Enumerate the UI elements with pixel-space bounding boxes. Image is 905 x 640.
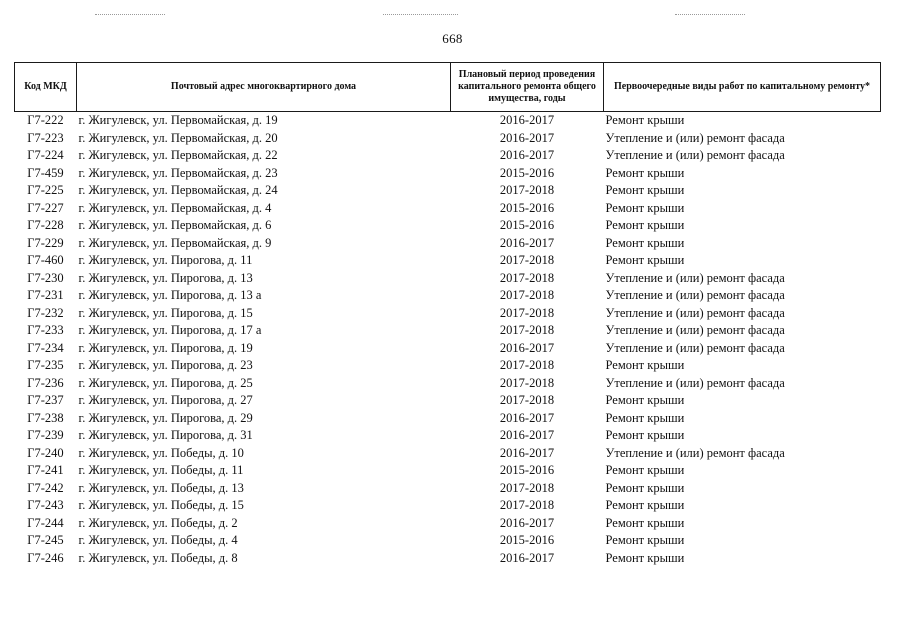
cell-works: Ремонт крыши (605, 183, 685, 197)
table-row (15, 427, 881, 445)
table-row (15, 130, 881, 148)
cell-code: Г7-222 (27, 113, 64, 127)
cell-address: г. Жигулевск, ул. Пирогова, д. 13 (78, 270, 253, 285)
table-row (15, 445, 881, 463)
cell-code: Г7-459 (27, 165, 64, 180)
cell-address: г. Жигулевск, ул. Пирогова, д. 27 (78, 393, 253, 407)
cell-works: Ремонт крыши (605, 463, 685, 477)
cell-address: г. Жигулевск, ул. Пирогова, д. 13 а (78, 288, 262, 302)
cell-code: Г7-244 (27, 515, 64, 530)
repair-schedule-table (14, 62, 881, 567)
table-body (15, 112, 881, 568)
cell-code: Г7-227 (27, 200, 64, 215)
cell-period: 2017-2018 (499, 358, 555, 372)
cell-code: Г7-224 (27, 148, 64, 162)
cell-code: Г7-232 (27, 305, 64, 320)
cell-address: г. Жигулевск, ул. Победы, д. 11 (78, 463, 244, 477)
cell-period: 2015-2016 (499, 200, 555, 215)
cell-address: г. Жигулевск, ул. Победы, д. 8 (78, 550, 238, 565)
cell-address: г. Жигулевск, ул. Победы, д. 2 (78, 515, 238, 530)
table-row (15, 287, 881, 305)
table-row (15, 497, 881, 515)
cell-code: Г7-245 (27, 533, 64, 547)
cell-works: Ремонт крыши (605, 218, 685, 232)
cell-works: Утепление и (или) ремонт фасада (605, 270, 785, 285)
cell-period: 2015-2016 (499, 463, 555, 477)
cell-period: 2016-2017 (499, 130, 555, 145)
table-row (15, 200, 881, 218)
cell-works: Утепление и (или) ремонт фасада (605, 323, 785, 337)
cell-works: Утепление и (или) ремонт фасада (605, 340, 785, 355)
cell-code: Г7-246 (27, 550, 64, 565)
column-header-works: Первоочередные виды работ по капитальному ремонту* (604, 63, 881, 112)
cell-period: 2017-2018 (499, 375, 555, 390)
cell-address: г. Жигулевск, ул. Первомайская, д. 24 (78, 183, 278, 197)
column-header-period: Плановый период проведения капитального ремонта общего имущества, годы (451, 63, 604, 112)
cell-works: Утепление и (или) ремонт фасада (605, 375, 785, 390)
cell-period: 2017-2018 (499, 498, 555, 512)
cell-period: 2016-2017 (499, 235, 555, 250)
cell-code: Г7-237 (27, 393, 64, 407)
cell-period: 2016-2017 (499, 445, 555, 460)
cell-address: г. Жигулевск, ул. Первомайская, д. 9 (78, 235, 272, 250)
cell-period: 2016-2017 (499, 410, 555, 425)
cell-period: 2016-2017 (499, 148, 555, 162)
cell-works: Ремонт крыши (605, 200, 685, 215)
cell-code: Г7-231 (27, 288, 64, 302)
table-row (15, 550, 881, 568)
table-row (15, 182, 881, 200)
scan-artifact-line (675, 14, 745, 15)
cell-period: 2017-2018 (499, 270, 555, 285)
cell-code: Г7-229 (27, 235, 64, 250)
table-row (15, 532, 881, 550)
table-row (15, 392, 881, 410)
cell-address: г. Жигулевск, ул. Пирогова, д. 11 (78, 253, 253, 267)
cell-code: Г7-243 (27, 498, 64, 512)
cell-address: г. Жигулевск, ул. Первомайская, д. 20 (78, 130, 278, 145)
cell-address: г. Жигулевск, ул. Пирогова, д. 29 (78, 410, 253, 425)
cell-works: Утепление и (или) ремонт фасада (605, 445, 785, 460)
cell-address: г. Жигулевск, ул. Победы, д. 4 (78, 533, 238, 547)
table-row (15, 410, 881, 428)
cell-address: г. Жигулевск, ул. Первомайская, д. 19 (78, 113, 278, 127)
cell-period: 2016-2017 (499, 113, 555, 127)
cell-period: 2017-2018 (499, 323, 555, 337)
cell-code: Г7-239 (27, 428, 64, 442)
cell-code: Г7-241 (27, 463, 64, 477)
table-row (15, 462, 881, 480)
cell-code: Г7-238 (27, 410, 64, 425)
cell-code: Г7-242 (27, 480, 64, 495)
cell-works: Ремонт крыши (605, 253, 685, 267)
cell-address: г. Жигулевск, ул. Пирогова, д. 17 а (78, 323, 262, 337)
cell-code: Г7-236 (27, 375, 64, 390)
cell-period: 2015-2016 (499, 165, 555, 180)
table-row (15, 252, 881, 270)
cell-code: Г7-234 (27, 340, 64, 355)
cell-works: Ремонт крыши (605, 235, 685, 250)
cell-address: г. Жигулевск, ул. Пирогова, д. 23 (78, 358, 253, 372)
table-row (15, 217, 881, 235)
cell-period: 2016-2017 (499, 515, 555, 530)
cell-period: 2017-2018 (499, 288, 555, 302)
cell-works: Ремонт крыши (605, 480, 685, 495)
cell-period: 2017-2018 (499, 480, 555, 495)
cell-works: Ремонт крыши (605, 428, 685, 442)
table-row (15, 305, 881, 323)
scan-artifact-line (383, 14, 458, 15)
cell-works: Ремонт крыши (605, 550, 685, 565)
cell-works: Утепление и (или) ремонт фасада (605, 305, 785, 320)
cell-address: г. Жигулевск, ул. Первомайская, д. 6 (78, 218, 272, 232)
table-row (15, 340, 881, 358)
cell-code: Г7-460 (27, 253, 64, 267)
scan-artifact-line (95, 14, 165, 15)
cell-address: г. Жигулевск, ул. Пирогова, д. 15 (78, 305, 253, 320)
cell-address: г. Жигулевск, ул. Победы, д. 13 (78, 480, 244, 495)
cell-period: 2016-2017 (499, 340, 555, 355)
table-row (15, 322, 881, 340)
cell-address: г. Жигулевск, ул. Пирогова, д. 31 (78, 428, 253, 442)
cell-code: Г7-223 (27, 130, 64, 145)
cell-code: Г7-233 (27, 323, 64, 337)
cell-works: Ремонт крыши (605, 393, 685, 407)
cell-address: г. Жигулевск, ул. Пирогова, д. 25 (78, 375, 253, 390)
cell-code: Г7-240 (27, 445, 64, 460)
table-row (15, 480, 881, 498)
cell-period: 2016-2017 (499, 550, 555, 565)
table-row (15, 515, 881, 533)
table-row (15, 270, 881, 288)
cell-code: Г7-235 (27, 358, 64, 372)
cell-works: Ремонт крыши (605, 498, 685, 512)
cell-period: 2015-2016 (499, 218, 555, 232)
table-row (15, 165, 881, 183)
cell-code: Г7-228 (27, 218, 64, 232)
cell-works: Ремонт крыши (605, 113, 685, 127)
cell-works: Утепление и (или) ремонт фасада (605, 130, 785, 145)
cell-period: 2017-2018 (499, 253, 555, 267)
table-row (15, 112, 881, 130)
cell-works: Ремонт крыши (605, 358, 685, 372)
cell-works: Утепление и (или) ремонт фасада (605, 148, 785, 162)
cell-works: Ремонт крыши (605, 515, 685, 530)
cell-works: Ремонт крыши (605, 533, 685, 547)
cell-address: г. Жигулевск, ул. Первомайская, д. 23 (78, 165, 278, 180)
cell-works: Ремонт крыши (605, 410, 685, 425)
column-header-address: Почтовый адрес многоквартирного дома (77, 63, 451, 112)
cell-works: Утепление и (или) ремонт фасада (605, 288, 785, 302)
cell-code: Г7-230 (27, 270, 64, 285)
cell-period: 2017-2018 (499, 183, 555, 197)
cell-address: г. Жигулевск, ул. Первомайская, д. 22 (78, 148, 278, 162)
table-row (15, 357, 881, 375)
page-number: 668 (442, 31, 463, 46)
cell-works: Ремонт крыши (605, 165, 685, 180)
table-row (15, 235, 881, 253)
cell-address: г. Жигулевск, ул. Первомайская, д. 4 (78, 200, 272, 215)
cell-address: г. Жигулевск, ул. Победы, д. 15 (78, 498, 244, 512)
cell-period: 2017-2018 (499, 393, 555, 407)
table-row (15, 375, 881, 393)
cell-address: г. Жигулевск, ул. Пирогова, д. 19 (78, 340, 253, 355)
column-header-code: Код МКД (15, 63, 77, 112)
cell-period: 2017-2018 (499, 305, 555, 320)
table-row (15, 147, 881, 165)
cell-period: 2015-2016 (499, 533, 555, 547)
table-header-row (15, 63, 881, 112)
cell-period: 2016-2017 (499, 428, 555, 442)
cell-address: г. Жигулевск, ул. Победы, д. 10 (78, 445, 244, 460)
cell-code: Г7-225 (27, 183, 64, 197)
